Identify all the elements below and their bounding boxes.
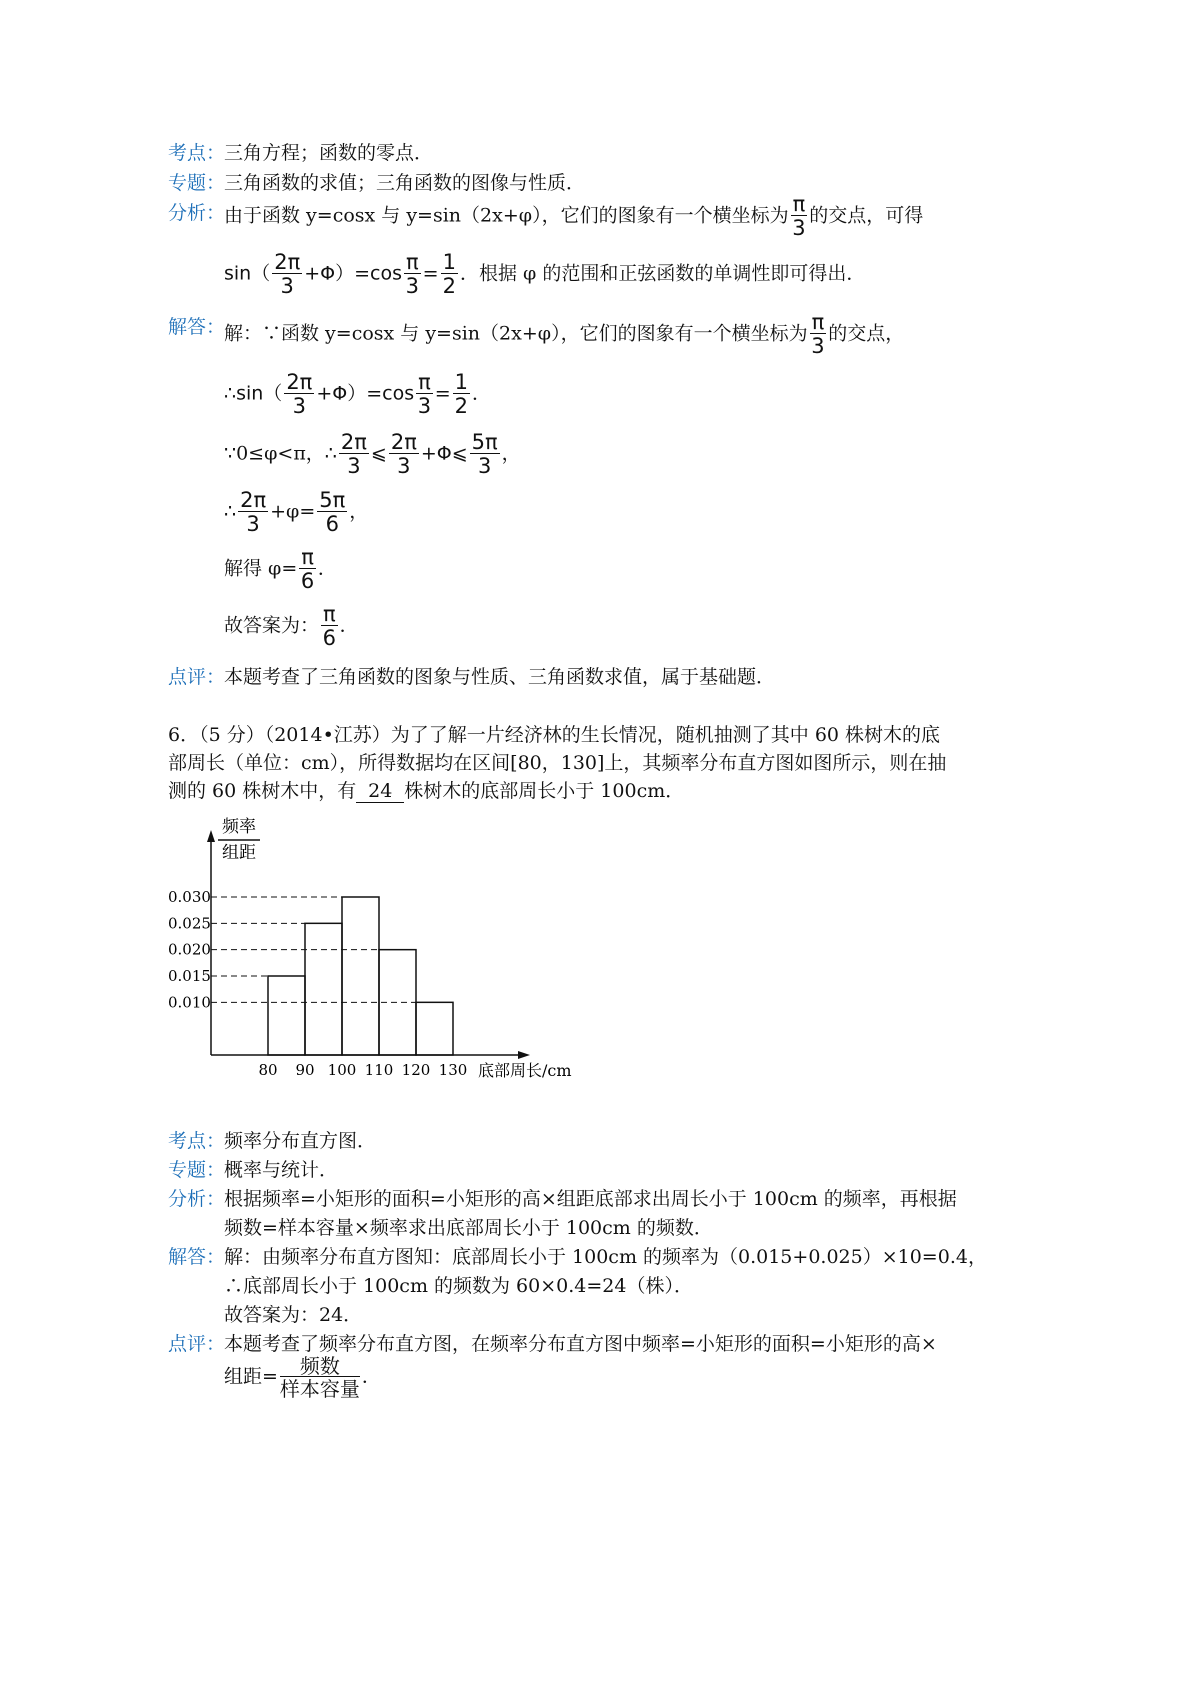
s6-dianping-label: 点评： [168, 1333, 226, 1355]
s6-dianping-line2: 组距= 频数 样本容量 ． [224, 1354, 381, 1401]
kaodian-text: 三角方程；函数的零点． [224, 142, 434, 164]
y-tick-label: 0.020 [168, 940, 211, 959]
x-tick-label: 90 [295, 1061, 315, 1079]
x-axis-label: 底部周长/cm [478, 1061, 572, 1080]
jieda-label: 解答： [168, 316, 226, 338]
q6-line2: 部周长（单位：cm），所得数据均在区间[80，130]上，其频率分布直方图如图所示，则在抽 [168, 752, 947, 774]
y-label-bottom: 组距 [222, 843, 256, 863]
jieda-line5: 解得 φ= $\frac{\pi}{6}$ ． [224, 545, 337, 593]
jieda-line3: ∵0≤φ<π，∴ $\frac{2\pi}{3}$ ⩽ $\frac{2\pi}{3}$ +Φ⩽ $\frac{5\pi}{3}$ ， [224, 430, 521, 478]
dianping-text: 本题考查了三角函数的图象与性质、三角函数求值，属于基础题． [224, 666, 776, 688]
s6-jieda-line2: ∴底部周长小于 100cm 的频数为 60×0.4=24（株）． [224, 1275, 693, 1297]
histogram-bar [305, 923, 342, 1055]
s6-kaodian-label: 考点： [168, 1130, 226, 1152]
frequency-fraction: 频数 样本容量 [279, 1354, 360, 1401]
x-axis-arrow [518, 1051, 530, 1059]
s6-dianping-line1: 本题考查了频率分布直方图，在频率分布直方图中频率=小矩形的面积=小矩形的高× [224, 1333, 937, 1355]
y-axis-arrow [207, 830, 215, 842]
zhuanti-label: 专题： [168, 172, 226, 194]
dianping-label: 点评： [168, 666, 226, 688]
y-tick-label: 0.010 [168, 993, 211, 1012]
x-tick-label: 80 [258, 1061, 278, 1079]
q6-line3: 测的 60 株树木中，有 24 株树木的底部周长小于 100cm． [168, 780, 685, 802]
x-tick-label: 110 [364, 1061, 394, 1079]
fenxi-line1: 由于函数 y=cosx 与 y=sin（2x+φ），它们的图象有一个横坐标为 $\frac{\pi}{3}$ 的交点，可得 [224, 192, 924, 240]
kaodian-label: 考点： [168, 142, 226, 164]
jieda-line2: ∴sin（ $\frac{2\pi}{3}$ +Φ）=cos $\frac{\pi}{3}$ = $\frac{1}{2}$ ． [224, 370, 492, 418]
y-tick-label: 0.030 [168, 888, 211, 906]
jieda-line1: 解：∵函数 y=cosx 与 y=sin（2x+φ），它们的图象有一个横坐标为 $\frac{\pi}{3}$ 的交点， [224, 310, 905, 358]
s6-jieda-line1: 解：由频率分布直方图知：底部周长小于 100cm 的频率为（0.015+0.025）×10=0.4， [224, 1246, 987, 1268]
q6-answer: 24 [356, 780, 404, 803]
s6-jieda-label: 解答： [168, 1246, 226, 1268]
jieda-line6: 故答案为： $\frac{\pi}{6}$ ． [224, 602, 359, 650]
y-tick-label: 0.025 [168, 914, 211, 933]
fenxi-line2: sin（ $\frac{2\pi}{3}$ +Φ）=cos $\frac{\pi}{3}$ = $\frac{1}{2}$ ．根据 φ 的范围和正弦函数的单调性即可得出． [224, 250, 866, 298]
x-tick-label: 130 [438, 1061, 468, 1079]
s6-fenxi-line1: 根据频率=小矩形的面积=小矩形的高×组距底部求出周长小于 100cm 的频率，再根据 [224, 1188, 957, 1210]
s6-fenxi-line2: 频数=样本容量×频率求出底部周长小于 100cm 的频数． [224, 1217, 713, 1239]
s6-kaodian-text: 频率分布直方图． [224, 1130, 377, 1152]
y-tick-label: 0.015 [168, 967, 211, 985]
x-tick-label: 120 [401, 1061, 431, 1079]
fenxi-label: 分析： [168, 202, 226, 224]
histogram-chart [160, 810, 600, 1090]
q6-line1: 6．（5 分）（2014•江苏）为了了解一片经济林的生长情况，随机抽测了其中 60 株树木的底 [168, 724, 941, 746]
s6-fenxi-label: 分析： [168, 1188, 226, 1210]
histogram-bar [416, 1002, 453, 1055]
s6-zhuanti-label: 专题： [168, 1159, 226, 1181]
histogram-bar [268, 976, 305, 1055]
s6-jieda-line3: 故答案为：24． [224, 1304, 363, 1326]
y-label-top: 频率 [222, 817, 256, 837]
x-tick-label: 100 [327, 1061, 357, 1079]
s6-zhuanti-text: 概率与统计． [224, 1159, 339, 1181]
histogram-bar [342, 897, 379, 1055]
jieda-line4: ∴ $\frac{2\pi}{3}$ +φ= $\frac{5\pi}{6}$ ， [224, 488, 369, 536]
zhuanti-text: 三角函数的求值；三角函数的图像与性质． [224, 172, 586, 194]
